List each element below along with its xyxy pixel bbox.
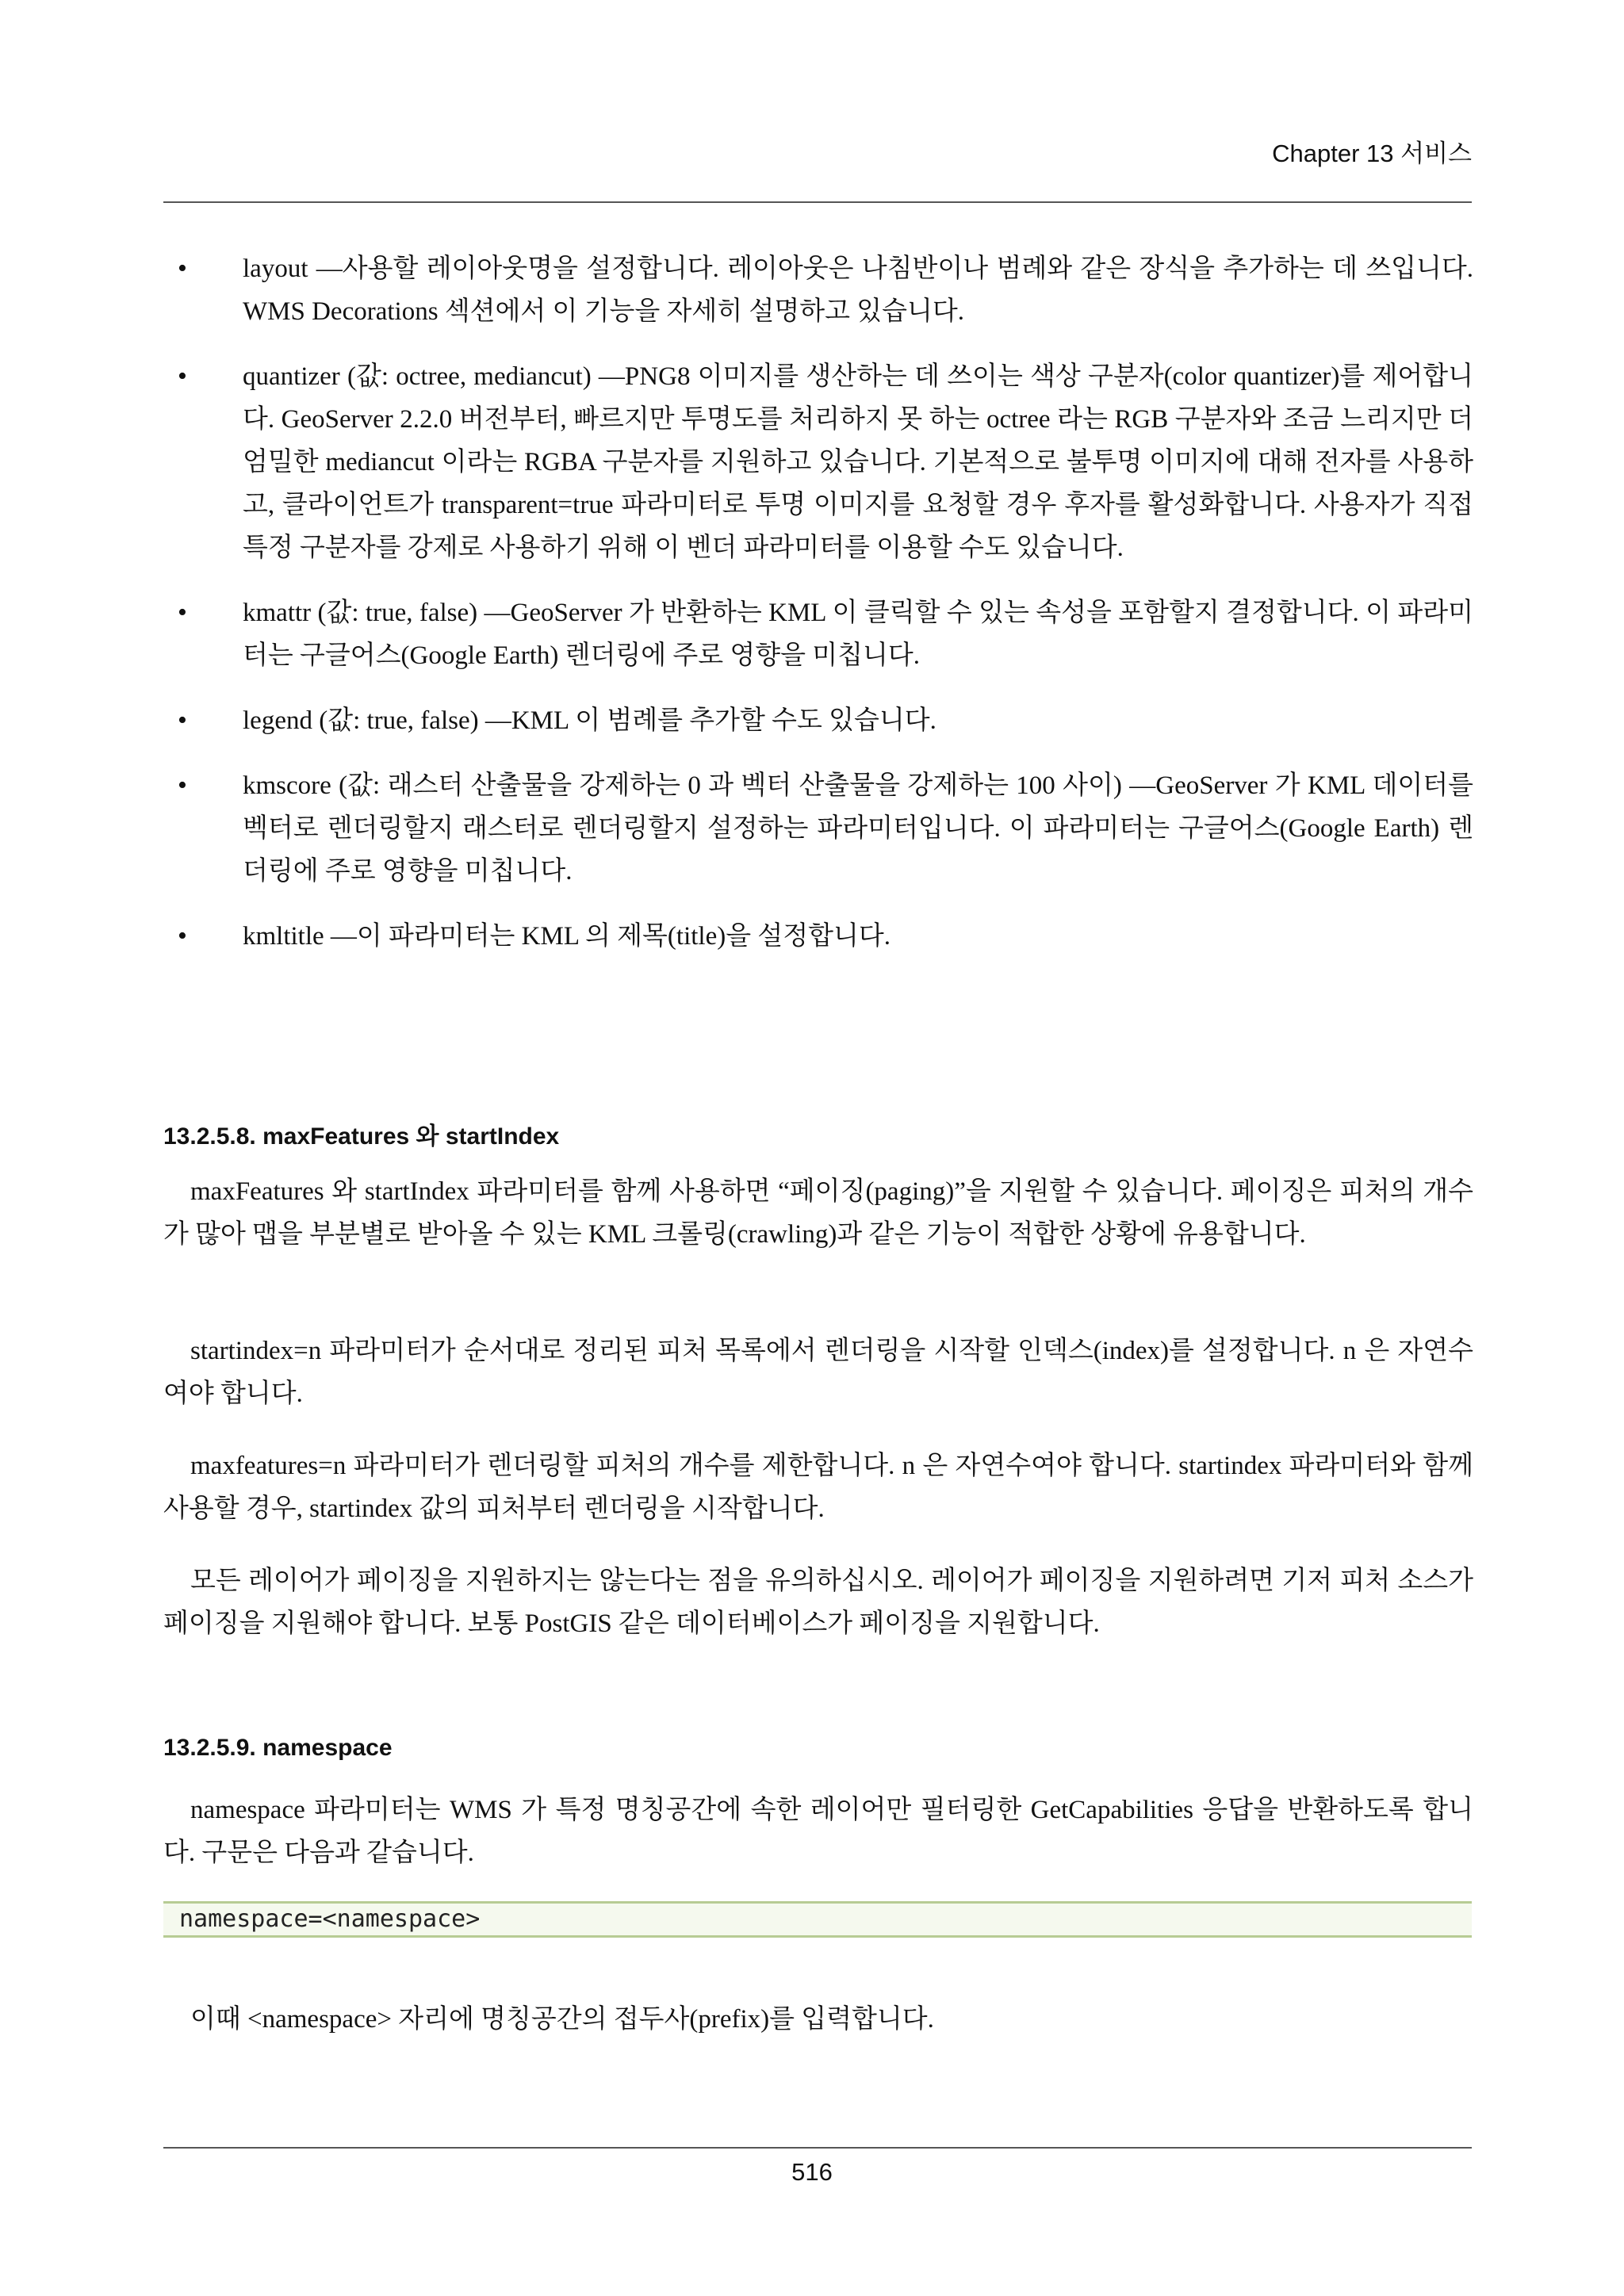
bullet-kmscore: • kmscore (값: 래스터 산출물을 강제하는 0 과 벡터 산출물을 강제하는 100 사이) —GeoServer 가 KML 데이터를 벡터로 렌더링할지 래스터로 렌더링할지 설정하는 파라미터입니다. 이 파라미터는 구글어스(Google Earth) 렌더링에 주로 영향을 미칩니다. — [243, 764, 1473, 893]
vendor-parameter-list — [243, 247, 1473, 980]
code-block-namespace: namespace=<namespace> — [163, 1901, 1472, 1938]
bullet-quantizer: • quantizer (값: octree, mediancut) —PNG8 이미지를 생산하는 데 쓰이는 색상 구분자(color quantizer)를 제어합니다. GeoServer 2.2.0 버전부터, 빠르지만 투명도를 처리하지 못 하는 octree 라는 RGB 구분자와 조금 느리지만 더 엄밀한 mediancut 이라는 RGBA 구분자를 지원하고 있습니다. 기본적으로 불투명 이미지에 대해 전자를 사용하고, 클라이언트가 transparent=true 파라미터로 투명 이미지를 요청할 경우 후자를 활성화합니다. 사용자가 직접 특정 구분자를 강제로 사용하기 위해 이 벤더 파라미터를 이용할 수도 있습니다. — [243, 355, 1473, 569]
page-number: 516 — [791, 2158, 833, 2186]
paragraph-namespace: namespace 파라미터는 WMS 가 특정 명칭공간에 속한 레이어만 필터링한 GetCapabilities 응답을 반환하도록 합니다. 구문은 다음과 같습니다. — [163, 1796, 1473, 1867]
section-heading-namespace: 13.2.5.9. namespace — [163, 1735, 393, 1761]
footer-divider — [163, 2147, 1472, 2149]
bullet-kmattr: • kmattr (값: true, false) —GeoServer 가 반환하는 KML 이 클릭할 수 있는 속성을 포함할지 결정합니다. 이 파라미터는 구글어스(Google Earth) 렌더링에 주로 영향을 미칩니다. — [243, 591, 1473, 677]
bullet-layout: • layout —사용할 레이아웃명을 설정합니다. 레이아웃은 나침반이나 범례와 같은 장식을 추가하는 데 쓰입니다. WMS Decorations 섹션에서 이 기능을 자세히 설명하고 있습니다. — [243, 247, 1473, 333]
header-divider — [163, 201, 1472, 203]
chapter-header: Chapter 13 서비스 — [1272, 140, 1472, 167]
bullet-legend: • legend (값: true, false) —KML 이 범례를 추가할 수도 있습니다. — [243, 699, 1473, 742]
section-heading-maxfeatures: 13.2.5.8. maxFeatures 와 startIndex — [163, 1123, 560, 1150]
paragraph-startindex: startindex=n 파라미터가 순서대로 정리된 피처 목록에서 렌더링을 시작할 인덱스(index)를 설정합니다. n 은 자연수여야 합니다. — [163, 1337, 1473, 1408]
paragraph-paging-support: 모든 레이어가 페이징을 지원하지는 않는다는 점을 유의하십시오. 레이어가 페이징을 지원하려면 기저 피처 소스가 페이징을 지원해야 합니다. 보통 PostGIS 같은 데이터베이스가 페이징을 지원합니다. — [163, 1567, 1473, 1638]
paragraph-paging-intro: maxFeatures 와 startIndex 파라미터를 함께 사용하면 “페이징(paging)”을 지원할 수 있습니다. 페이징은 피처의 개수가 많아 맵을 부분별로 받아올 수 있는 KML 크롤링(crawling)과 같은 기능이 적합한 상황에 유용합니다. — [163, 1177, 1473, 1249]
paragraph-namespace-prefix: 이때 <namespace> 자리에 명칭공간의 접두사(prefix)를 입력합니다. — [190, 2005, 934, 2034]
paragraph-maxfeatures: maxfeatures=n 파라미터가 렌더링할 피처의 개수를 제한합니다. n 은 자연수여야 합니다. startindex 파라미터와 함께 사용할 경우, startindex 값의 피처부터 렌더링을 시작합니다. — [163, 1452, 1473, 1523]
bullet-kmltitle: • kmltitle —이 파라미터는 KML 의 제목(title)을 설정합니다. — [243, 915, 1473, 958]
